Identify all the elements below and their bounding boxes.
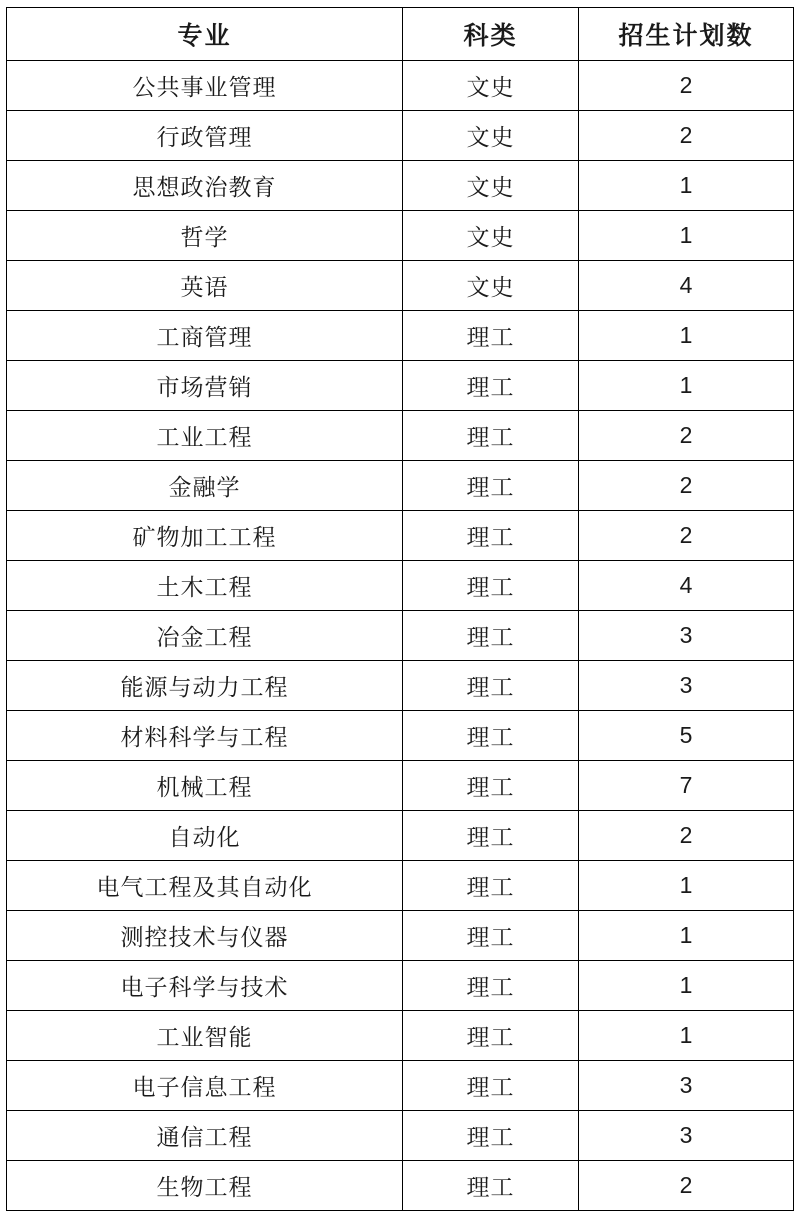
column-header-major: 专业 bbox=[7, 8, 403, 61]
cell-major: 材料科学与工程 bbox=[7, 711, 403, 761]
cell-count: 5 bbox=[579, 711, 794, 761]
cell-category: 理工 bbox=[403, 311, 579, 361]
cell-major: 工业工程 bbox=[7, 411, 403, 461]
cell-major: 市场营销 bbox=[7, 361, 403, 411]
table-row bbox=[7, 1161, 794, 1211]
cell-count: 3 bbox=[579, 1111, 794, 1161]
table-row bbox=[7, 911, 794, 961]
cell-major: 生物工程 bbox=[7, 1161, 403, 1211]
cell-category: 理工 bbox=[403, 1111, 579, 1161]
cell-major: 土木工程 bbox=[7, 561, 403, 611]
cell-count: 7 bbox=[579, 761, 794, 811]
table-row bbox=[7, 311, 794, 361]
cell-major: 公共事业管理 bbox=[7, 61, 403, 111]
cell-category: 理工 bbox=[403, 1011, 579, 1061]
table-row bbox=[7, 711, 794, 761]
cell-category: 文史 bbox=[403, 161, 579, 211]
table-row bbox=[7, 1061, 794, 1111]
table-row bbox=[7, 461, 794, 511]
cell-major: 电气工程及其自动化 bbox=[7, 861, 403, 911]
header-row bbox=[7, 8, 794, 61]
cell-category: 理工 bbox=[403, 911, 579, 961]
cell-category: 文史 bbox=[403, 111, 579, 161]
cell-count: 2 bbox=[579, 111, 794, 161]
cell-count: 4 bbox=[579, 261, 794, 311]
column-header-count: 招生计划数 bbox=[579, 8, 794, 61]
cell-category: 理工 bbox=[403, 661, 579, 711]
table-row bbox=[7, 761, 794, 811]
table-row bbox=[7, 161, 794, 211]
cell-category: 理工 bbox=[403, 561, 579, 611]
cell-count: 1 bbox=[579, 861, 794, 911]
table-row bbox=[7, 661, 794, 711]
table-row bbox=[7, 561, 794, 611]
cell-category: 理工 bbox=[403, 961, 579, 1011]
cell-count: 2 bbox=[579, 411, 794, 461]
table-row bbox=[7, 1111, 794, 1161]
cell-major: 机械工程 bbox=[7, 761, 403, 811]
table-row bbox=[7, 361, 794, 411]
cell-count: 3 bbox=[579, 1061, 794, 1111]
table-row bbox=[7, 211, 794, 261]
cell-category: 理工 bbox=[403, 411, 579, 461]
cell-category: 理工 bbox=[403, 611, 579, 661]
table-row bbox=[7, 111, 794, 161]
cell-count: 2 bbox=[579, 61, 794, 111]
cell-count: 1 bbox=[579, 211, 794, 261]
table-row bbox=[7, 411, 794, 461]
table-row bbox=[7, 511, 794, 561]
table-header bbox=[7, 8, 794, 61]
cell-count: 2 bbox=[579, 461, 794, 511]
cell-count: 4 bbox=[579, 561, 794, 611]
table-body bbox=[7, 61, 794, 1211]
cell-major: 测控技术与仪器 bbox=[7, 911, 403, 961]
cell-count: 3 bbox=[579, 611, 794, 661]
cell-major: 自动化 bbox=[7, 811, 403, 861]
table-row bbox=[7, 61, 794, 111]
cell-category: 理工 bbox=[403, 511, 579, 561]
cell-major: 哲学 bbox=[7, 211, 403, 261]
cell-category: 理工 bbox=[403, 761, 579, 811]
cell-category: 理工 bbox=[403, 861, 579, 911]
cell-major: 能源与动力工程 bbox=[7, 661, 403, 711]
cell-count: 1 bbox=[579, 911, 794, 961]
cell-major: 电子科学与技术 bbox=[7, 961, 403, 1011]
cell-major: 工商管理 bbox=[7, 311, 403, 361]
cell-count: 1 bbox=[579, 161, 794, 211]
table-row bbox=[7, 261, 794, 311]
cell-category: 文史 bbox=[403, 261, 579, 311]
cell-category: 文史 bbox=[403, 61, 579, 111]
cell-count: 1 bbox=[579, 361, 794, 411]
cell-major: 矿物加工工程 bbox=[7, 511, 403, 561]
table-row bbox=[7, 861, 794, 911]
cell-category: 理工 bbox=[403, 811, 579, 861]
table-row bbox=[7, 811, 794, 861]
cell-major: 英语 bbox=[7, 261, 403, 311]
cell-count: 2 bbox=[579, 811, 794, 861]
cell-count: 1 bbox=[579, 311, 794, 361]
cell-category: 理工 bbox=[403, 461, 579, 511]
cell-major: 冶金工程 bbox=[7, 611, 403, 661]
column-header-category: 科类 bbox=[403, 8, 579, 61]
cell-category: 理工 bbox=[403, 361, 579, 411]
table-row bbox=[7, 1011, 794, 1061]
cell-count: 1 bbox=[579, 1011, 794, 1061]
enrollment-plan-table bbox=[6, 7, 794, 1211]
cell-category: 理工 bbox=[403, 1161, 579, 1211]
cell-count: 3 bbox=[579, 661, 794, 711]
cell-category: 文史 bbox=[403, 211, 579, 261]
cell-major: 电子信息工程 bbox=[7, 1061, 403, 1111]
cell-major: 金融学 bbox=[7, 461, 403, 511]
cell-count: 2 bbox=[579, 1161, 794, 1211]
cell-major: 通信工程 bbox=[7, 1111, 403, 1161]
cell-category: 理工 bbox=[403, 711, 579, 761]
cell-category: 理工 bbox=[403, 1061, 579, 1111]
cell-count: 1 bbox=[579, 961, 794, 1011]
table-row bbox=[7, 961, 794, 1011]
cell-major: 行政管理 bbox=[7, 111, 403, 161]
cell-major: 思想政治教育 bbox=[7, 161, 403, 211]
cell-major: 工业智能 bbox=[7, 1011, 403, 1061]
table-row bbox=[7, 611, 794, 661]
cell-count: 2 bbox=[579, 511, 794, 561]
